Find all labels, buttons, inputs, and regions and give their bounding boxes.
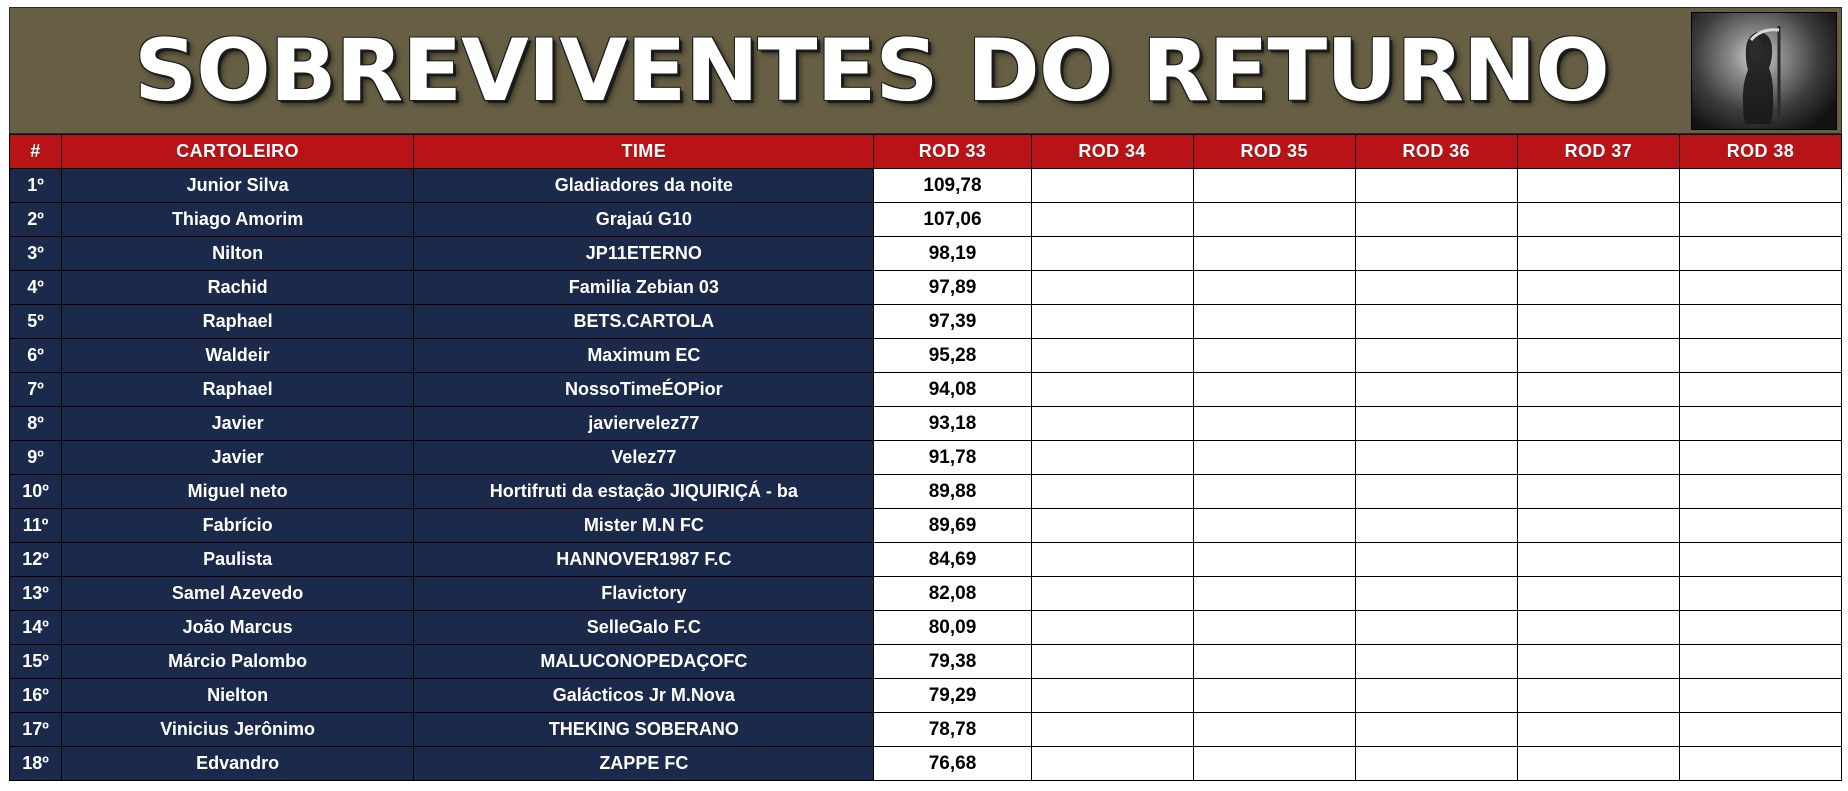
cell-rod34[interactable] (1031, 305, 1193, 339)
cell-rod37[interactable] (1517, 611, 1679, 645)
cell-rod35[interactable] (1193, 305, 1355, 339)
cell-rod38[interactable] (1679, 713, 1841, 747)
column-header-cartoleiro[interactable]: CARTOLEIRO (62, 135, 414, 169)
cell-rank[interactable]: 9º (10, 441, 62, 475)
column-header-rod33[interactable]: ROD 33 (874, 135, 1031, 169)
table-row (10, 645, 1842, 679)
cell-rod36[interactable] (1355, 475, 1517, 509)
cell-rod36[interactable] (1355, 237, 1517, 271)
grim-reaper-icon (1727, 22, 1801, 126)
cell-rod36[interactable] (1355, 203, 1517, 237)
cell-rod37[interactable] (1517, 679, 1679, 713)
cell-rod35[interactable] (1193, 407, 1355, 441)
cell-rod38[interactable] (1679, 475, 1841, 509)
cell-time[interactable]: THEKING SOBERANO (414, 713, 874, 747)
cell-rank[interactable]: 13º (10, 577, 62, 611)
cell-rod38[interactable] (1679, 203, 1841, 237)
table-body (10, 169, 1842, 781)
column-header-rod37[interactable]: ROD 37 (1517, 135, 1679, 169)
cell-time[interactable]: Gladiadores da noite (414, 169, 874, 203)
cell-cartoleiro[interactable]: Vinicius Jerônimo (62, 713, 414, 747)
cell-rod33[interactable]: 95,28 (874, 339, 1031, 373)
table-row (10, 237, 1842, 271)
table-row (10, 305, 1842, 339)
cell-rod35[interactable] (1193, 373, 1355, 407)
cell-cartoleiro[interactable]: Nilton (62, 237, 414, 271)
cell-time[interactable]: HANNOVER1987 F.C (414, 543, 874, 577)
cell-cartoleiro[interactable]: Javier (62, 441, 414, 475)
cell-rod33[interactable]: 97,89 (874, 271, 1031, 305)
cell-rod34[interactable] (1031, 679, 1193, 713)
cell-rod38[interactable] (1679, 509, 1841, 543)
cell-rod37[interactable] (1517, 271, 1679, 305)
column-header-rod36[interactable]: ROD 36 (1355, 135, 1517, 169)
cell-rod33[interactable]: 79,29 (874, 679, 1031, 713)
cell-rod33[interactable]: 80,09 (874, 611, 1031, 645)
cell-rod36[interactable] (1355, 577, 1517, 611)
cell-rod36[interactable] (1355, 271, 1517, 305)
cell-cartoleiro[interactable]: Samel Azevedo (62, 577, 414, 611)
table-row (10, 747, 1842, 781)
cell-rank[interactable]: 2º (10, 203, 62, 237)
page-title: SOBREVIVENTES DO RETURNO (134, 20, 1609, 121)
cell-rod38[interactable] (1679, 305, 1841, 339)
cell-rod33[interactable]: 93,18 (874, 407, 1031, 441)
cell-rod37[interactable] (1517, 441, 1679, 475)
cell-rod37[interactable] (1517, 713, 1679, 747)
cell-rod36[interactable] (1355, 305, 1517, 339)
cell-rod36[interactable] (1355, 611, 1517, 645)
cell-rank[interactable]: 10º (10, 475, 62, 509)
cell-rod36[interactable] (1355, 747, 1517, 781)
cell-rank[interactable]: 8º (10, 407, 62, 441)
cell-rod38[interactable] (1679, 577, 1841, 611)
cell-time[interactable]: BETS.CARTOLA (414, 305, 874, 339)
column-header-rank[interactable]: # (10, 135, 62, 169)
cell-rod37[interactable] (1517, 475, 1679, 509)
cell-rank[interactable]: 3º (10, 237, 62, 271)
cell-rank[interactable]: 4º (10, 271, 62, 305)
cell-rod35[interactable] (1193, 237, 1355, 271)
cell-rod34[interactable] (1031, 203, 1193, 237)
cell-rod37[interactable] (1517, 339, 1679, 373)
cell-rod33[interactable]: 97,39 (874, 305, 1031, 339)
cell-rod34[interactable] (1031, 475, 1193, 509)
cell-rod35[interactable] (1193, 577, 1355, 611)
cell-time[interactable]: Mister M.N FC (414, 509, 874, 543)
cell-rod33[interactable]: 89,88 (874, 475, 1031, 509)
table-row (10, 169, 1842, 203)
table-row (10, 373, 1842, 407)
cell-rod38[interactable] (1679, 373, 1841, 407)
cell-rod38[interactable] (1679, 271, 1841, 305)
table-row (10, 577, 1842, 611)
cell-rod35[interactable] (1193, 203, 1355, 237)
cell-rod36[interactable] (1355, 543, 1517, 577)
cell-rod33[interactable]: 89,69 (874, 509, 1031, 543)
survivors-table (9, 134, 1842, 781)
cell-rod36[interactable] (1355, 713, 1517, 747)
cell-rod37[interactable] (1517, 543, 1679, 577)
cell-rod34[interactable] (1031, 713, 1193, 747)
cell-cartoleiro[interactable]: Javier (62, 407, 414, 441)
cell-rod37[interactable] (1517, 169, 1679, 203)
cell-rod33[interactable]: 76,68 (874, 747, 1031, 781)
table-row (10, 407, 1842, 441)
cell-rod35[interactable] (1193, 543, 1355, 577)
cell-rod35[interactable] (1193, 339, 1355, 373)
cell-rod34[interactable] (1031, 747, 1193, 781)
cell-rank[interactable]: 17º (10, 713, 62, 747)
cell-rod34[interactable] (1031, 441, 1193, 475)
cell-time[interactable]: Hortifruti da estação JIQUIRIÇÁ - ba (414, 475, 874, 509)
cell-cartoleiro[interactable]: João Marcus (62, 611, 414, 645)
title-banner (9, 7, 1842, 134)
cell-rank[interactable]: 16º (10, 679, 62, 713)
cell-rod36[interactable] (1355, 679, 1517, 713)
cell-rod33[interactable]: 98,19 (874, 237, 1031, 271)
cell-rod36[interactable] (1355, 441, 1517, 475)
cell-rod38[interactable] (1679, 611, 1841, 645)
cell-rod36[interactable] (1355, 339, 1517, 373)
cell-rank[interactable]: 14º (10, 611, 62, 645)
cell-rod34[interactable] (1031, 509, 1193, 543)
grim-reaper-photo (1691, 12, 1837, 130)
table-row (10, 543, 1842, 577)
table-header-row (10, 135, 1842, 169)
cell-rank[interactable]: 6º (10, 339, 62, 373)
cell-cartoleiro[interactable]: Rachid (62, 271, 414, 305)
cell-rod34[interactable] (1031, 237, 1193, 271)
cell-time[interactable]: MALUCONOPEDAÇOFC (414, 645, 874, 679)
cell-rod34[interactable] (1031, 611, 1193, 645)
cell-rod37[interactable] (1517, 645, 1679, 679)
cell-time[interactable]: javiervelez77 (414, 407, 874, 441)
table-row (10, 509, 1842, 543)
column-header-rod34[interactable]: ROD 34 (1031, 135, 1193, 169)
cell-rod34[interactable] (1031, 645, 1193, 679)
cell-time[interactable]: SelleGalo F.C (414, 611, 874, 645)
cell-rod38[interactable] (1679, 747, 1841, 781)
cell-rod38[interactable] (1679, 339, 1841, 373)
cell-rank[interactable]: 1º (10, 169, 62, 203)
cell-time[interactable]: NossoTimeÉOPior (414, 373, 874, 407)
table-row (10, 679, 1842, 713)
cell-rod37[interactable] (1517, 509, 1679, 543)
cell-rod35[interactable] (1193, 475, 1355, 509)
cell-cartoleiro[interactable]: Waldeir (62, 339, 414, 373)
cell-cartoleiro[interactable]: Junior Silva (62, 169, 414, 203)
cell-rank[interactable]: 12º (10, 543, 62, 577)
cell-time[interactable]: Flavictory (414, 577, 874, 611)
cell-cartoleiro[interactable]: Fabrício (62, 509, 414, 543)
cell-time[interactable]: Grajaú G10 (414, 203, 874, 237)
cell-rod33[interactable]: 78,78 (874, 713, 1031, 747)
cell-rod34[interactable] (1031, 271, 1193, 305)
cell-rank[interactable]: 11º (10, 509, 62, 543)
column-header-time[interactable]: TIME (414, 135, 874, 169)
cell-rod36[interactable] (1355, 169, 1517, 203)
cell-cartoleiro[interactable]: Raphael (62, 305, 414, 339)
column-header-rod38[interactable]: ROD 38 (1679, 135, 1841, 169)
cell-rod34[interactable] (1031, 407, 1193, 441)
cell-cartoleiro[interactable]: Paulista (62, 543, 414, 577)
table-row (10, 475, 1842, 509)
cell-rod38[interactable] (1679, 543, 1841, 577)
cell-rod33[interactable]: 91,78 (874, 441, 1031, 475)
cell-rod35[interactable] (1193, 271, 1355, 305)
table-row (10, 713, 1842, 747)
cell-rank[interactable]: 15º (10, 645, 62, 679)
cell-rank[interactable]: 7º (10, 373, 62, 407)
cell-rod36[interactable] (1355, 509, 1517, 543)
cell-rod37[interactable] (1517, 305, 1679, 339)
cell-rod35[interactable] (1193, 441, 1355, 475)
cell-rod35[interactable] (1193, 509, 1355, 543)
cell-rod37[interactable] (1517, 203, 1679, 237)
table-row (10, 441, 1842, 475)
cell-cartoleiro[interactable]: Nielton (62, 679, 414, 713)
cell-rod37[interactable] (1517, 373, 1679, 407)
cell-rod34[interactable] (1031, 543, 1193, 577)
cell-time[interactable]: JP11ETERNO (414, 237, 874, 271)
cell-rod37[interactable] (1517, 577, 1679, 611)
cell-time[interactable]: Galácticos Jr M.Nova (414, 679, 874, 713)
cell-rod36[interactable] (1355, 645, 1517, 679)
cell-rank[interactable]: 18º (10, 747, 62, 781)
cell-rod34[interactable] (1031, 169, 1193, 203)
cell-cartoleiro[interactable]: Raphael (62, 373, 414, 407)
cell-rod33[interactable]: 94,08 (874, 373, 1031, 407)
table-row (10, 339, 1842, 373)
cell-rod37[interactable] (1517, 407, 1679, 441)
cell-rod38[interactable] (1679, 679, 1841, 713)
cell-rod35[interactable] (1193, 747, 1355, 781)
cell-time[interactable]: ZAPPE FC (414, 747, 874, 781)
cell-rod35[interactable] (1193, 611, 1355, 645)
cell-rod33[interactable]: 107,06 (874, 203, 1031, 237)
cell-rod38[interactable] (1679, 441, 1841, 475)
cell-rod35[interactable] (1193, 713, 1355, 747)
cell-rod34[interactable] (1031, 339, 1193, 373)
cell-rod38[interactable] (1679, 407, 1841, 441)
cell-cartoleiro[interactable]: Thiago Amorim (62, 203, 414, 237)
cell-rod33[interactable]: 84,69 (874, 543, 1031, 577)
cell-rod33[interactable]: 82,08 (874, 577, 1031, 611)
table-row (10, 271, 1842, 305)
column-header-rod35[interactable]: ROD 35 (1193, 135, 1355, 169)
cell-rod36[interactable] (1355, 407, 1517, 441)
cell-cartoleiro[interactable]: Márcio Palombo (62, 645, 414, 679)
cell-cartoleiro[interactable]: Edvandro (62, 747, 414, 781)
cell-time[interactable]: Maximum EC (414, 339, 874, 373)
cell-rank[interactable]: 5º (10, 305, 62, 339)
table-row (10, 611, 1842, 645)
cell-rod34[interactable] (1031, 577, 1193, 611)
cell-rod33[interactable]: 109,78 (874, 169, 1031, 203)
table-row (10, 203, 1842, 237)
cell-rod36[interactable] (1355, 373, 1517, 407)
cell-cartoleiro[interactable]: Miguel neto (62, 475, 414, 509)
cell-rod38[interactable] (1679, 169, 1841, 203)
cell-rod35[interactable] (1193, 645, 1355, 679)
cell-rod37[interactable] (1517, 747, 1679, 781)
cell-rod33[interactable]: 79,38 (874, 645, 1031, 679)
cell-rod34[interactable] (1031, 373, 1193, 407)
cell-rod35[interactable] (1193, 679, 1355, 713)
cell-rod35[interactable] (1193, 169, 1355, 203)
spreadsheet-page (0, 7, 1848, 791)
cell-rod38[interactable] (1679, 237, 1841, 271)
cell-time[interactable]: Familia Zebian 03 (414, 271, 874, 305)
cell-time[interactable]: Velez77 (414, 441, 874, 475)
cell-rod38[interactable] (1679, 645, 1841, 679)
cell-rod37[interactable] (1517, 237, 1679, 271)
